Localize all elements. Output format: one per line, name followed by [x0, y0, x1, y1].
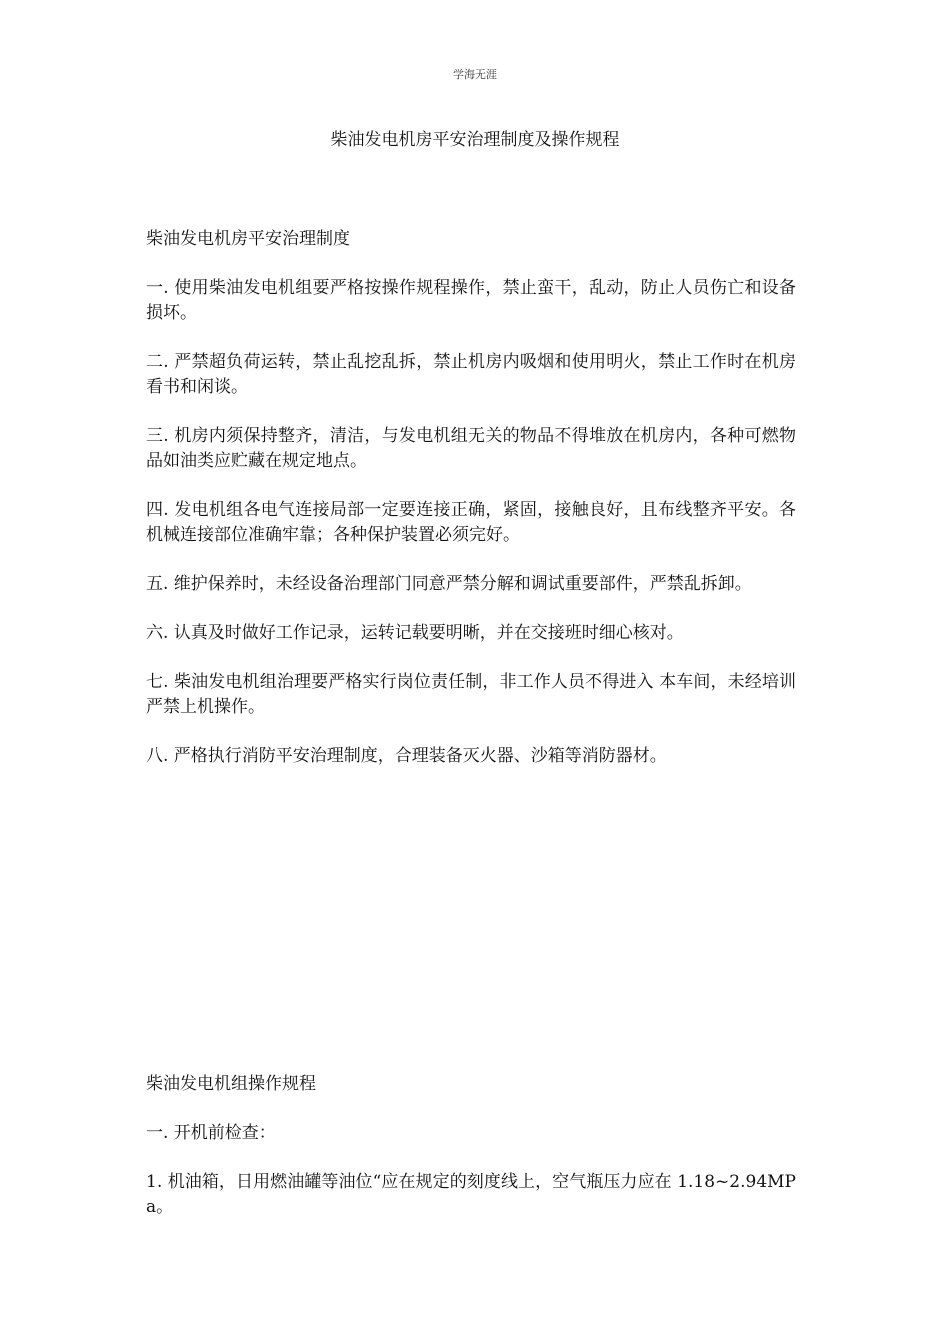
page-header: 学海无涯 [453, 68, 497, 81]
rule-item: 三. 机房内须保持整齐，清洁，与发电机组无关的物品不得堆放在机房内，各种可燃物品如油类应贮藏在规定地点。 [146, 426, 796, 471]
procedure-item: 1. 机油箱，日用燃油罐等油位“应在规定的刻度线上，空气瓶压力应在 1.18~2.94MPa。 [146, 1172, 796, 1217]
section-heading: 柴油发电机房平安治理制度 [146, 229, 350, 249]
operation-procedure-section [146, 1072, 796, 1244]
rule-item: 六. 认真及时做好工作记录，运转记载要明晰，并在交接班时细心核对。 [146, 623, 684, 643]
section-heading: 柴油发电机组操作规程 [146, 1074, 316, 1094]
safety-rules-section [146, 227, 796, 793]
procedure-item: 一. 开机前检查： [146, 1123, 276, 1143]
rule-item: 五. 维护保养时，未经设备治理部门同意严禁分解和调试重要部件，严禁乱拆卸。 [146, 574, 752, 594]
rule-item: 七. 柴油发电机组治理要严格实行岗位责任制，非工作人员不得进入 本车间，未经培训严禁上机操作。 [146, 672, 796, 717]
rule-item: 二. 严禁超负荷运转，禁止乱挖乱拆，禁止机房内吸烟和使用明火，禁止工作时在机房看书和闲谈。 [146, 352, 796, 397]
rule-item: 一. 使用柴油发电机组要严格按操作规程操作，禁止蛮干，乱动，防止人员伤亡和设备损坏。 [146, 278, 796, 323]
rule-item: 八. 严格执行消防平安治理制度，合理装备灭火器、沙箱等消防器材。 [146, 746, 667, 766]
rule-item: 四. 发电机组各电气连接局部一定要连接正确，紧固，接触良好，且布线整齐平安。各机械连接部位准确牢靠；各种保护装置必须完好。 [146, 500, 796, 545]
document-title: 柴油发电机房平安治理制度及操作规程 [330, 130, 620, 150]
